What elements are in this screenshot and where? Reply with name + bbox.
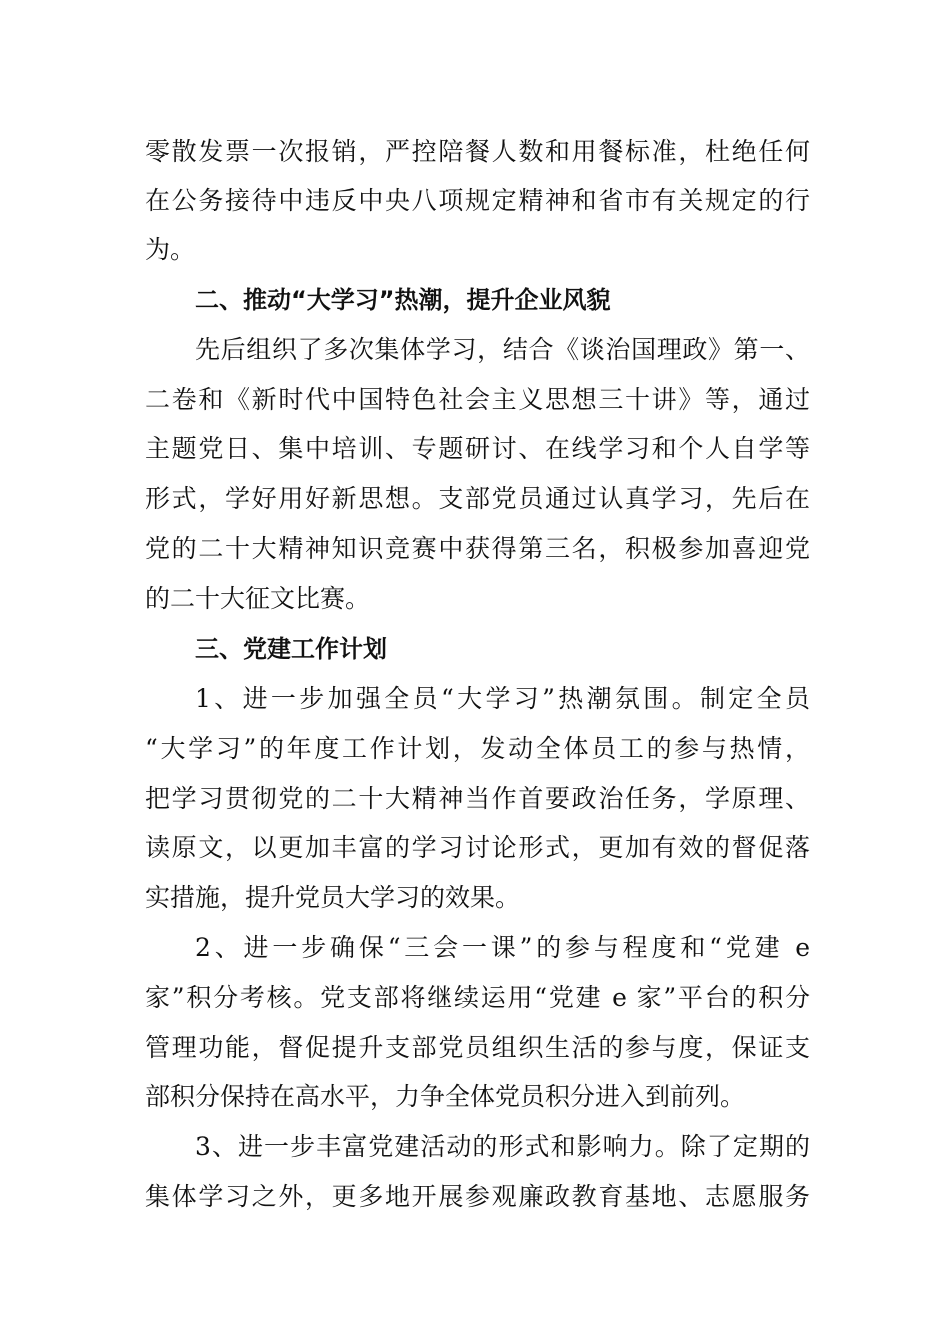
body-line: 为。 bbox=[145, 235, 196, 264]
body-line: 集体学习之外，更多地开展参观廉政教育基地、志愿服务 bbox=[145, 1182, 810, 1211]
body-line: 部积分保持在高水平，力争全体党员积分进入到前列。 bbox=[145, 1082, 746, 1111]
section-heading: 二、推动“大学习”热潮，提升企业风貌 bbox=[195, 286, 611, 314]
body-line: 零散发票一次报销，严控陪餐人数和用餐标准，杜绝任何 bbox=[145, 137, 810, 166]
body-line: 在公务接待中违反中央八项规定精神和省市有关规定的行 bbox=[145, 186, 810, 215]
body-line: 形式，学好用好新思想。支部党员通过认真学习，先后在 bbox=[145, 484, 810, 513]
body-line: 把学习贯彻党的二十大精神当作首要政治任务，学原理、 bbox=[145, 784, 810, 813]
paragraph-first-line: 先后组织了多次集体学习，结合《谈治国理政》第一、 bbox=[195, 335, 810, 364]
paragraph-first-line: 2、进一步确保“三会一课”的参与程度和“党建 e bbox=[195, 933, 810, 962]
body-line: 实措施，提升党员大学习的效果。 bbox=[145, 883, 521, 912]
body-line: 管理功能，督促提升支部党员组织生活的参与度，保证支 bbox=[145, 1033, 810, 1062]
section-heading: 三、党建工作计划 bbox=[195, 635, 387, 663]
body-line: 二卷和《新时代中国特色社会主义思想三十讲》等，通过 bbox=[145, 385, 810, 414]
paragraph-first-line: 1、进一步加强全员“大学习”热潮氛围。制定全员 bbox=[195, 684, 810, 713]
body-line: 的二十大征文比赛。 bbox=[145, 584, 371, 613]
body-line: “大学习”的年度工作计划，发动全体员工的参与热情， bbox=[145, 734, 810, 763]
body-line: 家”积分考核。党支部将继续运用“党建 e 家”平台的积分 bbox=[145, 983, 810, 1012]
body-line: 主题党日、集中培训、专题研讨、在线学习和个人自学等 bbox=[145, 434, 810, 463]
body-line: 党的二十大精神知识竞赛中获得第三名，积极参加喜迎党 bbox=[145, 534, 810, 563]
body-line: 读原文，以更加丰富的学习讨论形式，更加有效的督促落 bbox=[145, 833, 810, 862]
paragraph-first-line: 3、进一步丰富党建活动的形式和影响力。除了定期的 bbox=[195, 1132, 810, 1161]
